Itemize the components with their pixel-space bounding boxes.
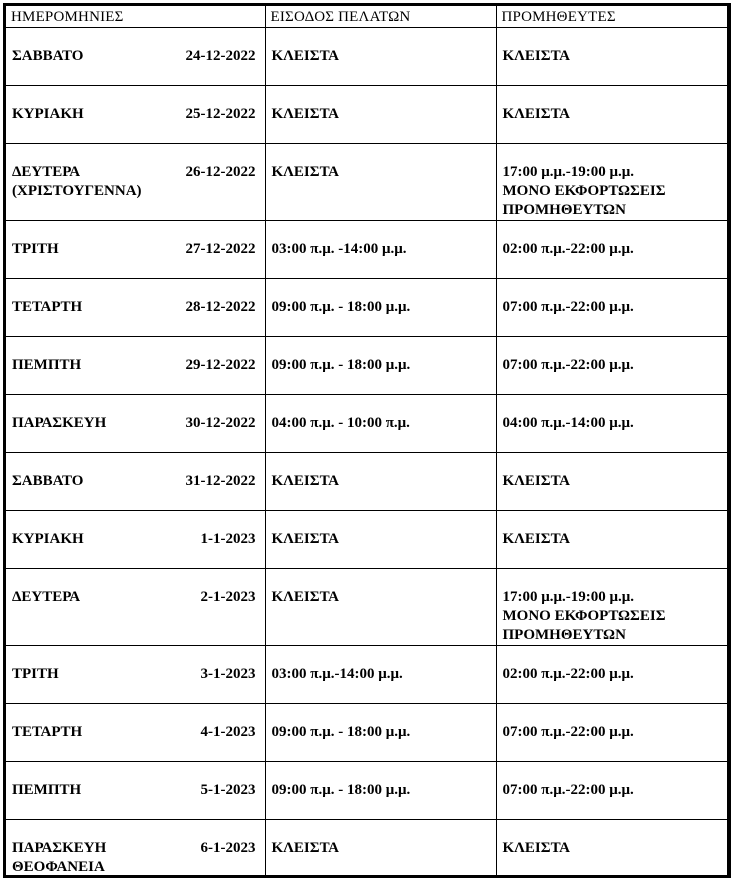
day-name: ΠΑΡΑΣΚΕΥΗ ΘΕΟΦΑΝΕΙΑ <box>12 839 107 875</box>
header-suppliers: ΠΡΟΜΗΘΕΥΤΕΣ <box>496 6 727 27</box>
suppliers-hours: 07:00 π.μ.-22:00 μ.μ. <box>496 336 727 394</box>
day-name: ΠΕΜΠΤΗ <box>12 781 82 798</box>
table-row <box>6 27 727 85</box>
day-name: ΔΕΥΤΕΡΑ (ΧΡΙΣΤΟΥΓΕΝΝΑ) <box>12 163 142 199</box>
table-row <box>6 394 727 452</box>
table-row <box>6 336 727 394</box>
table-row <box>6 220 727 278</box>
header-dates: ΗΜΕΡΟΜΗΝΙΕΣ <box>6 6 265 27</box>
suppliers-hours: 04:00 π.μ.-14:00 μ.μ. <box>496 394 727 452</box>
day-name: ΣΑΒΒΑΤΟ <box>12 472 84 489</box>
suppliers-hours: 17:00 μ.μ.-19:00 μ.μ. ΜΟΝΟ ΕΚΦΟΡΤΩΣΕΙΣ ΠΡΟΜΗΘΕΥΤΩΝ <box>496 568 727 645</box>
table-row <box>6 143 727 220</box>
customers-hours: 04:00 π.μ. - 10:00 π.μ. <box>265 394 496 452</box>
day-name: ΤΡΙΤΗ <box>12 240 59 257</box>
customers-hours: 09:00 π.μ. - 18:00 μ.μ. <box>265 703 496 761</box>
suppliers-hours: 02:00 π.μ.-22:00 μ.μ. <box>496 645 727 703</box>
date-cell <box>6 27 265 85</box>
date-value: 24-12-2022 <box>185 47 256 64</box>
day-name: ΚΥΡΙΑΚΗ <box>12 530 84 547</box>
date-value: 27-12-2022 <box>185 240 256 257</box>
date-value: 28-12-2022 <box>185 298 256 315</box>
customers-hours: ΚΛΕΙΣΤΑ <box>265 85 496 143</box>
date-value: 29-12-2022 <box>185 356 256 373</box>
customers-hours: ΚΛΕΙΣΤΑ <box>265 819 496 877</box>
date-cell <box>6 819 265 877</box>
table-row <box>6 278 727 336</box>
day-name: ΠΕΜΠΤΗ <box>12 356 82 373</box>
suppliers-hours: 07:00 π.μ.-22:00 μ.μ. <box>496 761 727 819</box>
suppliers-hours: 02:00 π.μ.-22:00 μ.μ. <box>496 220 727 278</box>
date-value: 1-1-2023 <box>200 530 256 547</box>
date-cell <box>6 761 265 819</box>
table-row <box>6 645 727 703</box>
date-value: 2-1-2023 <box>200 588 256 605</box>
date-cell <box>6 336 265 394</box>
date-value: 30-12-2022 <box>185 414 256 431</box>
date-cell <box>6 645 265 703</box>
customers-hours: 09:00 π.μ. - 18:00 μ.μ. <box>265 336 496 394</box>
customers-hours: ΚΛΕΙΣΤΑ <box>265 143 496 220</box>
date-cell <box>6 85 265 143</box>
date-value: 25-12-2022 <box>185 105 256 122</box>
date-cell <box>6 394 265 452</box>
day-name: ΤΡΙΤΗ <box>12 665 59 682</box>
suppliers-hours: ΚΛΕΙΣΤΑ <box>496 819 727 877</box>
table-row <box>6 452 727 510</box>
date-value: 31-12-2022 <box>185 472 256 489</box>
date-value: 26-12-2022 <box>185 163 256 180</box>
date-cell <box>6 220 265 278</box>
customers-hours: 09:00 π.μ. - 18:00 μ.μ. <box>265 278 496 336</box>
date-cell <box>6 703 265 761</box>
header-row <box>6 6 727 27</box>
date-cell <box>6 568 265 645</box>
date-cell <box>6 143 265 220</box>
customers-hours: ΚΛΕΙΣΤΑ <box>265 510 496 568</box>
date-value: 4-1-2023 <box>200 723 256 740</box>
customers-hours: 03:00 π.μ.-14:00 μ.μ. <box>265 645 496 703</box>
table-row <box>6 703 727 761</box>
table-row <box>6 85 727 143</box>
date-cell <box>6 510 265 568</box>
suppliers-hours: 07:00 π.μ.-22:00 μ.μ. <box>496 703 727 761</box>
day-name: ΚΥΡΙΑΚΗ <box>12 105 84 122</box>
table-row <box>6 510 727 568</box>
suppliers-hours: ΚΛΕΙΣΤΑ <box>496 510 727 568</box>
suppliers-hours: 07:00 π.μ.-22:00 μ.μ. <box>496 278 727 336</box>
suppliers-hours: 17:00 μ.μ.-19:00 μ.μ. ΜΟΝΟ ΕΚΦΟΡΤΩΣΕΙΣ ΠΡΟΜΗΘΕΥΤΩΝ <box>496 143 727 220</box>
date-value: 6-1-2023 <box>200 839 256 856</box>
header-customers: ΕΙΣΟΔΟΣ ΠΕΛΑΤΩΝ <box>265 6 496 27</box>
table-row <box>6 568 727 645</box>
date-value: 3-1-2023 <box>200 665 256 682</box>
schedule-sheet <box>3 3 731 878</box>
date-cell <box>6 278 265 336</box>
customers-hours: 09:00 π.μ. - 18:00 μ.μ. <box>265 761 496 819</box>
table-row <box>6 819 727 877</box>
suppliers-hours: ΚΛΕΙΣΤΑ <box>496 85 727 143</box>
date-value: 5-1-2023 <box>200 781 256 798</box>
date-cell <box>6 452 265 510</box>
day-name: ΤΕΤΑΡΤΗ <box>12 723 83 740</box>
suppliers-hours: ΚΛΕΙΣΤΑ <box>496 27 727 85</box>
customers-hours: 03:00 π.μ. -14:00 μ.μ. <box>265 220 496 278</box>
customers-hours: ΚΛΕΙΣΤΑ <box>265 27 496 85</box>
day-name: ΠΑΡΑΣΚΕΥΗ <box>12 414 107 431</box>
customers-hours: ΚΛΕΙΣΤΑ <box>265 568 496 645</box>
customers-hours: ΚΛΕΙΣΤΑ <box>265 452 496 510</box>
day-name: ΣΑΒΒΑΤΟ <box>12 47 84 64</box>
day-name: ΤΕΤΑΡΤΗ <box>12 298 83 315</box>
schedule-table <box>6 6 727 877</box>
day-name: ΔΕΥΤΕΡΑ <box>12 588 81 605</box>
table-row <box>6 761 727 819</box>
suppliers-hours: ΚΛΕΙΣΤΑ <box>496 452 727 510</box>
